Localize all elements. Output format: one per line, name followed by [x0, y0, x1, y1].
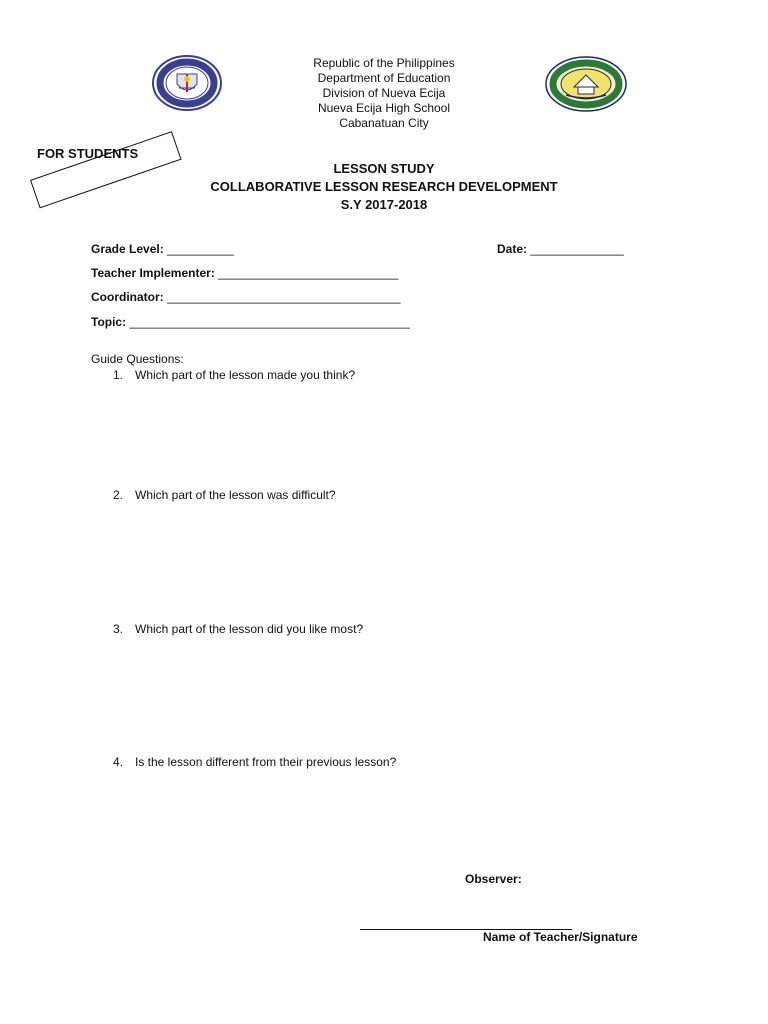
topic-field[interactable] — [91, 315, 410, 329]
header-line-4: Nueva Ecija High School — [317, 101, 451, 115]
teacher-implementer-blank[interactable]: ___________________________ — [218, 266, 399, 280]
question-number: 1. — [113, 368, 124, 382]
question-text: Is the lesson different from their previous lesson? — [135, 755, 397, 769]
school-seal-icon — [544, 55, 628, 113]
topic-blank[interactable]: __________________________________________ — [129, 315, 410, 329]
for-students-stamp-label: FOR STUDENTS — [37, 146, 139, 161]
question-text: Which part of the lesson was difficult? — [135, 488, 336, 502]
title-line-3: S.Y 2017-2018 — [340, 197, 428, 212]
header-line-1: Republic of the Philippines — [313, 56, 455, 70]
header-line-5: Cabanatuan City — [339, 116, 429, 130]
header-line-3: Division of Nueva Ecija — [322, 86, 446, 100]
document-title — [150, 160, 618, 214]
grade-level-label: Grade Level: — [91, 242, 164, 256]
date-label: Date: — [497, 242, 528, 256]
deped-seal-icon — [151, 54, 223, 112]
grade-level-field[interactable] — [91, 242, 234, 256]
question-number: 2. — [113, 488, 124, 502]
coordinator-blank[interactable]: ___________________________________ — [167, 290, 401, 304]
question-text: Which part of the lesson made you think? — [135, 368, 356, 382]
topic-label: Topic: — [91, 315, 127, 329]
header-line-2: Department of Education — [317, 71, 451, 85]
question-item — [113, 622, 363, 636]
date-blank[interactable]: ______________ — [530, 242, 624, 256]
teacher-implementer-field[interactable] — [91, 266, 398, 280]
coordinator-label: Coordinator: — [91, 290, 164, 304]
title-line-1: LESSON STUDY — [333, 161, 435, 176]
coordinator-field[interactable] — [91, 290, 401, 304]
observer-label: Observer: — [465, 872, 522, 886]
question-number: 4. — [113, 755, 124, 769]
guide-questions-heading: Guide Questions: — [91, 352, 184, 366]
teacher-implementer-label: Teacher Implementer: — [91, 266, 215, 280]
question-item — [113, 368, 355, 382]
question-number: 3. — [113, 622, 124, 636]
teacher-signature-label: Name of Teacher/Signature — [483, 930, 638, 944]
grade-level-blank[interactable]: __________ — [167, 242, 234, 256]
agency-header — [234, 56, 534, 131]
question-item — [113, 755, 396, 769]
question-item — [113, 488, 336, 502]
question-text: Which part of the lesson did you like most? — [135, 622, 364, 636]
date-field[interactable] — [497, 242, 624, 256]
title-line-2: COLLABORATIVE LESSON RESEARCH DEVELOPMENT — [210, 179, 558, 194]
